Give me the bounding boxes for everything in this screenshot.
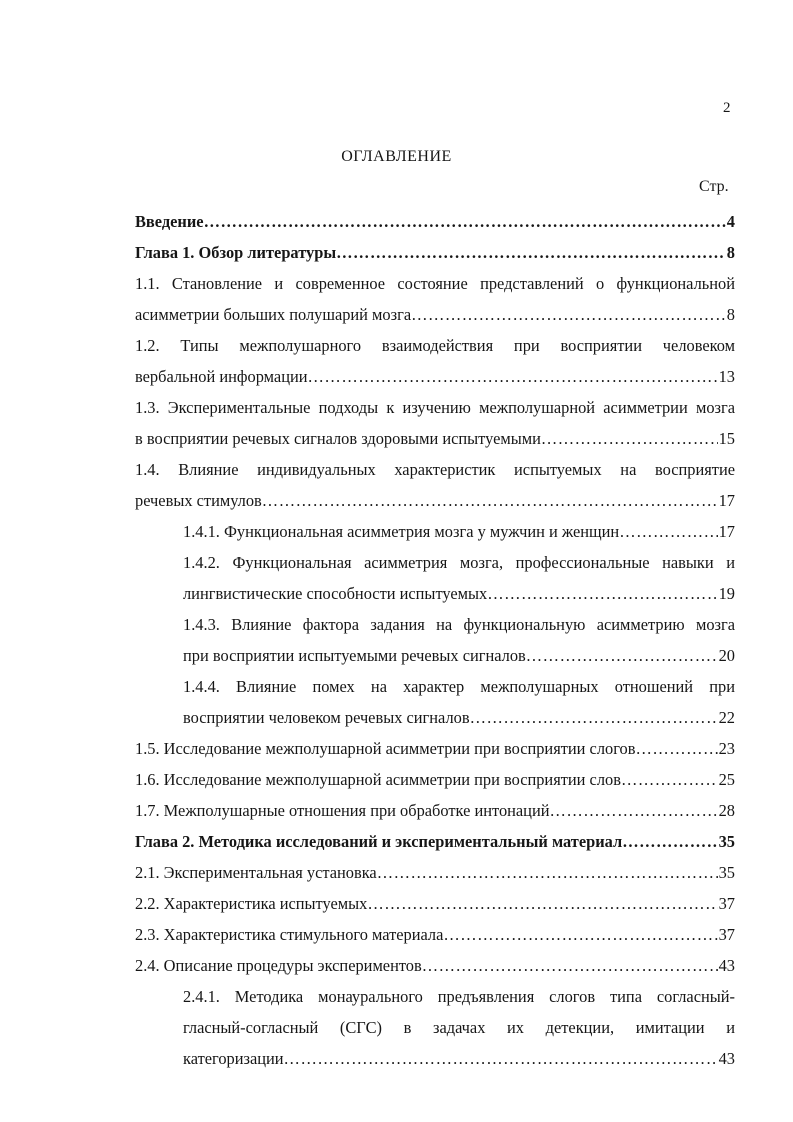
toc-entry	[135, 423, 735, 454]
toc-leader-dots	[308, 361, 718, 392]
toc-leader-dots	[622, 826, 717, 857]
page-number: 2	[723, 100, 731, 116]
toc-leader-dots	[422, 950, 718, 981]
toc-entry-title: 1.6. Исследование межполушарной асимметрии при восприятии слов	[135, 770, 621, 789]
toc-entry-title: при восприятии испытуемыми речевых сигналов	[183, 646, 526, 665]
toc-leader-dots	[377, 857, 718, 888]
toc-entry-title: речевых стимулов	[135, 491, 262, 510]
toc-entry	[183, 578, 735, 609]
toc-page-number: 37	[718, 894, 735, 913]
toc-entry-title: 1.5. Исследование межполушарной асимметрии при восприятии слогов	[135, 739, 636, 758]
page-title: ОГЛАВЛЕНИЕ	[341, 148, 452, 165]
toc-page-number: 19	[718, 584, 735, 603]
toc-page-number: 8	[726, 305, 735, 324]
toc-entry-title: Глава 1. Обзор литературы	[135, 243, 337, 262]
toc-entry-line: 1.4.4. Влияние помех на характер межполушарных отношений при	[183, 677, 735, 696]
toc-entry-line: 1.4.2. Функциональная асимметрия мозга, профессиональные навыки и	[183, 553, 735, 572]
toc-entry-title: 2.4. Описание процедуры экспериментов	[135, 956, 422, 975]
toc-entry-title: 2.3. Характеристика стимульного материала	[135, 925, 444, 944]
toc-page-number: 25	[718, 770, 735, 789]
toc-page-number: 35	[718, 863, 735, 882]
toc-page-number: 43	[718, 956, 735, 975]
toc-leader-dots	[487, 578, 717, 609]
page-column-label: Стр.	[699, 178, 729, 195]
toc-entry	[135, 485, 735, 516]
toc-entry	[183, 516, 735, 547]
toc-entry-title: 2.2. Характеристика испытуемых	[135, 894, 368, 913]
toc-entry	[135, 733, 735, 764]
toc-entry	[135, 795, 735, 826]
toc-entry-title: категоризации	[183, 1049, 284, 1068]
toc-page-number: 37	[718, 925, 735, 944]
toc-entry-title: лингвистические способности испытуемых	[183, 584, 488, 603]
toc-entry-title: асимметрии больших полушарий мозга	[135, 305, 412, 324]
toc-entry-title: 1.4.1. Функциональная асимметрия мозга у мужчин и женщин	[183, 522, 620, 541]
toc-entry	[135, 826, 735, 857]
toc-leader-dots	[411, 299, 726, 330]
toc-leader-dots	[204, 206, 726, 237]
toc-entry	[135, 361, 735, 392]
toc-entry	[135, 857, 735, 888]
toc-entry	[183, 702, 735, 733]
toc-entry-line: 2.4.1. Методика монаурального предъявления слогов типа согласный-	[183, 987, 735, 1006]
toc-entry	[183, 1043, 735, 1074]
toc-page-number: 23	[718, 739, 735, 758]
toc-page-number: 22	[718, 708, 735, 727]
toc-entry-title: Введение	[135, 212, 204, 231]
toc-entry-line: 1.2. Типы межполушарного взаимодействия при восприятии человеком	[135, 336, 735, 355]
toc-page-number: 20	[718, 646, 735, 665]
toc-page-number: 35	[718, 832, 735, 851]
toc-entry	[135, 764, 735, 795]
toc-leader-dots	[541, 423, 718, 454]
toc-leader-dots	[470, 702, 718, 733]
toc-leader-dots	[367, 888, 717, 919]
toc-entry	[135, 888, 735, 919]
toc-entry-line: 1.4. Влияние индивидуальных характеристик испытуемых на восприятие	[135, 460, 735, 479]
toc-entry	[135, 950, 735, 981]
toc-leader-dots	[284, 1043, 718, 1074]
toc-entry-title: 1.7. Межполушарные отношения при обработке интонаций	[135, 801, 550, 820]
toc-entry	[135, 919, 735, 950]
toc-entry-title: вербальной информации	[135, 367, 308, 386]
toc-page-number: 13	[718, 367, 735, 386]
toc-entry-title: Глава 2. Методика исследований и экспериментальный материал	[135, 832, 623, 851]
toc-entry	[135, 299, 735, 330]
toc-page-number: 43	[718, 1049, 735, 1068]
toc-leader-dots	[621, 764, 718, 795]
toc-entry-line: гласный-согласный (СГС) в задачах их детекции, имитации и	[183, 1018, 735, 1037]
toc-page-number: 17	[718, 522, 735, 541]
toc-leader-dots	[262, 485, 718, 516]
toc-leader-dots	[526, 640, 718, 671]
toc-entry-title: восприятии человеком речевых сигналов	[183, 708, 470, 727]
toc-page-number: 8	[726, 243, 735, 262]
table-of-contents	[135, 206, 735, 1074]
toc-page-number: 4	[726, 212, 735, 231]
toc-entry-title: 2.1. Экспериментальная установка	[135, 863, 377, 882]
toc-leader-dots	[336, 237, 726, 268]
toc-entry	[183, 640, 735, 671]
toc-page-number: 15	[718, 429, 735, 448]
toc-leader-dots	[619, 516, 717, 547]
toc-entry-title: в восприятии речевых сигналов здоровыми испытуемыми	[135, 429, 541, 448]
toc-entry-line: 1.1. Становление и современное состояние представлений о функциональной	[135, 274, 735, 293]
toc-page-number: 28	[718, 801, 735, 820]
toc-entry-line: 1.4.3. Влияние фактора задания на функциональную асимметрию мозга	[183, 615, 735, 634]
toc-entry	[135, 237, 735, 268]
toc-leader-dots	[550, 795, 718, 826]
toc-entry-line: 1.3. Экспериментальные подходы к изучению межполушарной асимметрии мозга	[135, 398, 735, 417]
toc-leader-dots	[443, 919, 717, 950]
toc-leader-dots	[635, 733, 717, 764]
toc-page-number: 17	[718, 491, 735, 510]
toc-entry	[135, 206, 735, 237]
